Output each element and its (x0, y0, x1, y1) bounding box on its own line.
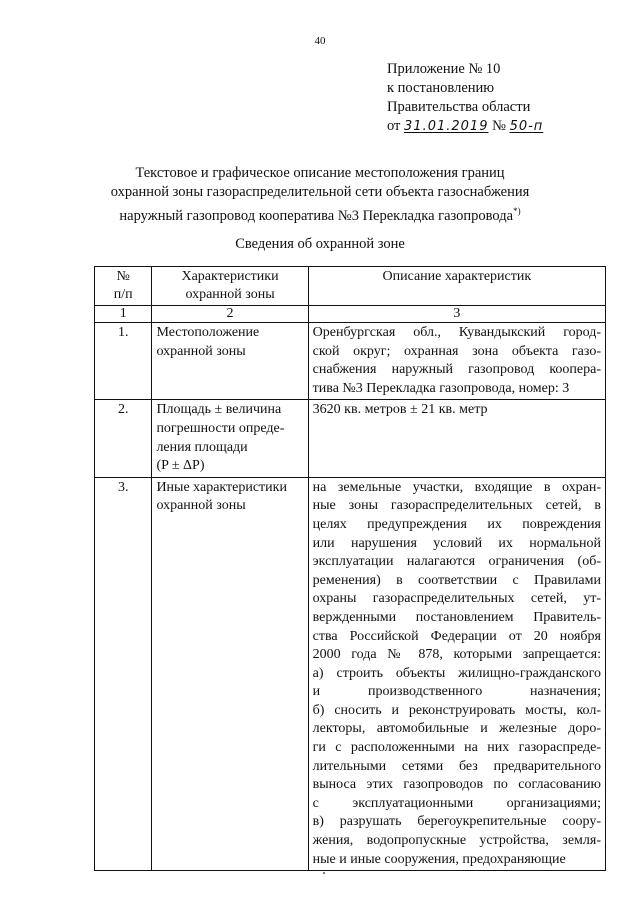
row-description (308, 323, 605, 400)
row-description (308, 400, 605, 477)
description-line: с эксплуатационными организациями; (312, 795, 601, 811)
description-line: ные и иные сооружения, предохраняющие (312, 851, 566, 867)
appendix-header (387, 60, 543, 136)
col-number-2: 2 (152, 306, 308, 323)
from-label: от (387, 118, 401, 134)
characteristic-line: Иные характеристики (156, 479, 287, 495)
description-line: на земельные участки, входящие в охран- (312, 479, 601, 495)
row-description (308, 477, 605, 870)
description-line: б) сносить и реконструировать мосты, кол- (312, 702, 601, 718)
description-line: 3620 кв. метров ± 21 кв. метр (312, 402, 488, 418)
scan-speck (323, 872, 325, 874)
header-characteristic (152, 267, 308, 306)
page-number: 40 (314, 35, 326, 47)
title-line-3 (0, 202, 640, 226)
description-line: охраны газораспределительных сетей, ут- (312, 591, 601, 607)
description-line: 2000 года № 878, которыми запрещается: (312, 647, 601, 663)
row-characteristic (152, 323, 308, 400)
description-line: вержденными постановлением Правитель- (312, 609, 601, 625)
header-description: Описание характеристик (308, 267, 605, 306)
header-num-line-1: № (116, 269, 130, 284)
col-number-3: 3 (308, 306, 605, 323)
characteristic-line: ления площади (156, 439, 248, 455)
description-line: ги с расположенными на них газораспреде- (312, 740, 601, 756)
characteristic-line: Площадь ± величина (156, 402, 282, 418)
description-line: лекторы, автомобильные и железные доро- (312, 721, 601, 737)
description-line: ные зоны газораспределительных сетей, в (312, 498, 601, 514)
description-line: целях предупреждения их повреждения (312, 516, 601, 532)
characteristic-line: охранной зоны (156, 498, 246, 514)
col-number-1: 1 (95, 306, 152, 323)
appendix-date-line (387, 117, 543, 136)
handwritten-number: 50-п (509, 119, 544, 134)
header-num (95, 267, 152, 306)
characteristic-line: (P ± ΔP) (156, 458, 205, 474)
row-number: 2. (95, 400, 152, 477)
number-label: № (492, 118, 506, 134)
title-line-2: охранной зоны газораспределительной сети объекта газоснабжения (110, 184, 530, 200)
table-row (95, 400, 606, 477)
header-char-line-1: Характеристики (181, 269, 279, 284)
section-subtitle: Сведения об охранной зоне (235, 236, 405, 252)
table-row (95, 477, 606, 870)
characteristic-line: погрешности опреде- (156, 420, 285, 436)
footnote-mark: *) (513, 206, 521, 216)
header-num-line-2: п/п (113, 287, 133, 302)
appendix-line-2: к постановлению (387, 80, 495, 96)
appendix-line-1: Приложение № 10 (387, 61, 501, 77)
zone-info-table (94, 266, 606, 871)
title-line-1: Текстовое и графическое описание местоположения границ (135, 165, 505, 181)
appendix-line-3: Правительства области (387, 99, 531, 115)
characteristic-line: охранной зоны (156, 343, 246, 359)
description-line: Оренбургская обл., Кувандыкский город- (312, 325, 601, 340)
description-line: снабжения наружный газопровод коопера- (312, 362, 601, 378)
table-row (95, 323, 606, 400)
description-line: или нарушения условий их нормальной (312, 535, 601, 551)
description-line: ской округ; охранная зона объекта газо- (312, 343, 601, 359)
description-line: выноса этих газопроводов по согласованию (312, 777, 601, 793)
row-characteristic (152, 400, 308, 477)
title-line-3-text: наружный газопровод кооператива №3 Перекладка газопровода (119, 207, 514, 224)
description-line: ременения) в соответствии с Правилами (312, 572, 601, 588)
description-line: жения, водопропускные устройства, земля- (312, 833, 601, 849)
description-line: тива №3 Перекладка газопровода, номер: 3 (312, 380, 570, 396)
description-line: и производственного назначения; (312, 684, 601, 700)
characteristic-line: Местоположение (156, 325, 260, 340)
table-header-row (95, 267, 606, 306)
description-line: эксплуатации налагаются ограничения (об- (312, 554, 601, 570)
description-line: а) строить объекты жилищно-гражданского (312, 665, 601, 681)
row-characteristic (152, 477, 308, 870)
document-title (0, 164, 640, 226)
handwritten-date: 31.01.2019 (404, 119, 489, 134)
row-number: 1. (95, 323, 152, 400)
description-line: лительными сетями без предварительного (312, 758, 601, 774)
row-number: 3. (95, 477, 152, 870)
header-char-line-2: охранной зоны (185, 287, 275, 302)
description-line: ства Российской Федерации от 20 ноября (312, 628, 601, 644)
column-number-row (95, 306, 606, 323)
description-line: в) разрушать берегоукрепительные соору- (312, 814, 601, 830)
